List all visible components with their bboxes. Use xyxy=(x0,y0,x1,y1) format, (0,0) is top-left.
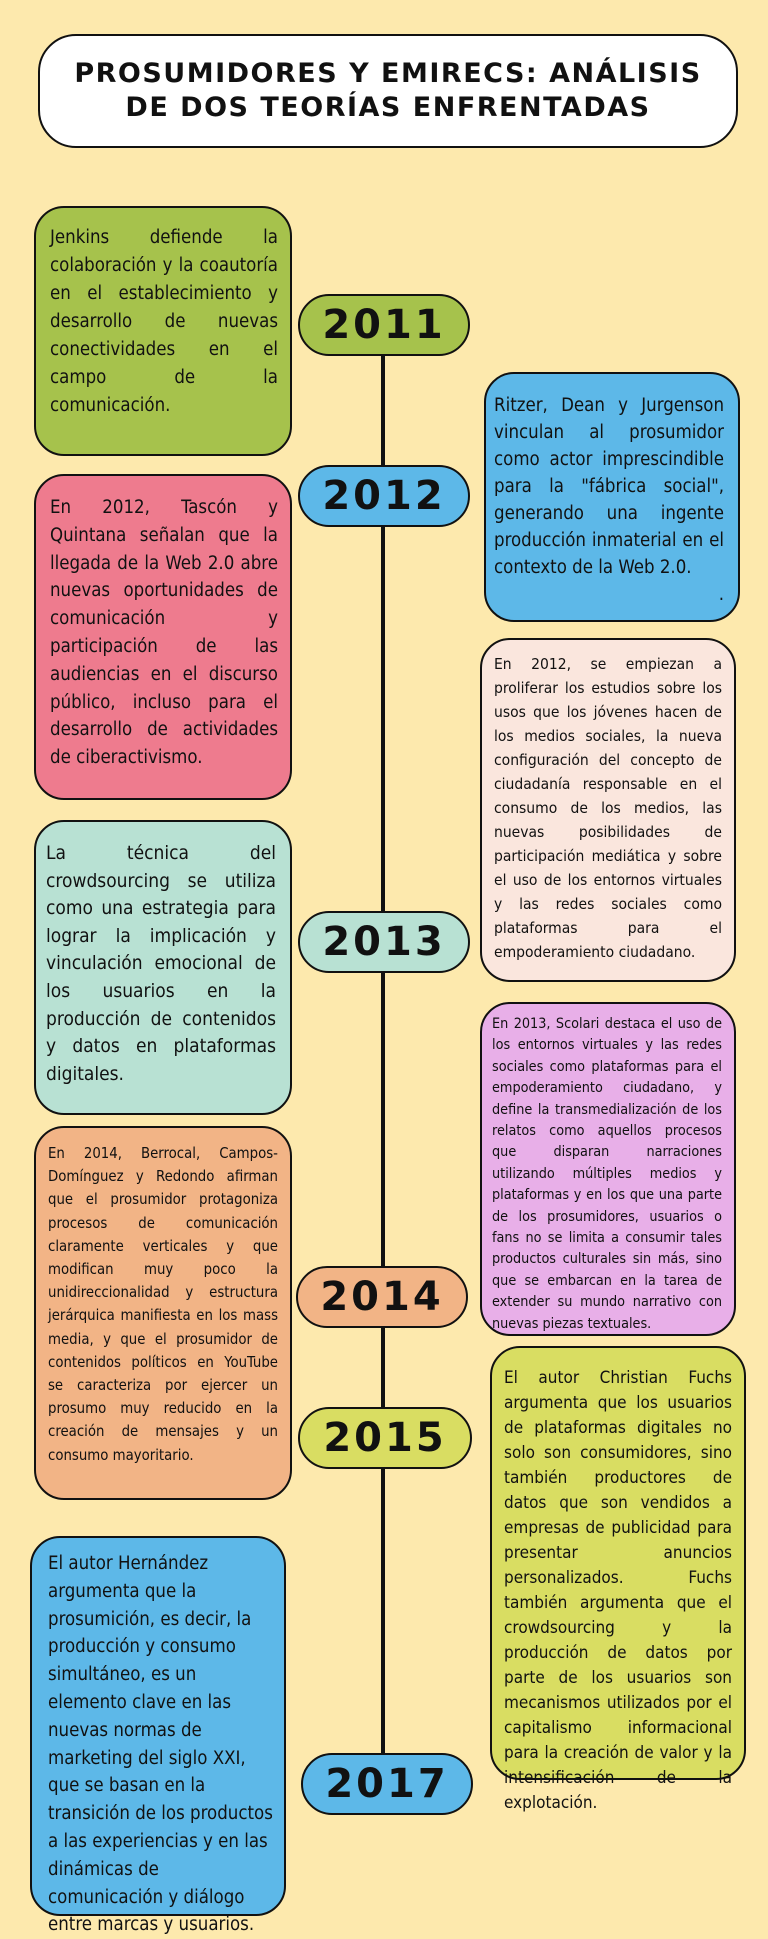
card-text: Jenkins defiende la colaboración y la coautoría en el establecimiento y desarrollo de nuevas conectividades en el campo de la comunicación. xyxy=(50,227,278,416)
card-text: La técnica del crowdsourcing se utiliza como una estrategia para lograr la implicación y vinculación emocional de los usuarios en la producción de contenidos y datos en plataformas digitales. xyxy=(46,842,276,1085)
card-text: En 2014, Berrocal, Campos-Domínguez y Redondo afirman que el prosumidor protagoniza procesos de comunicación claramente verticales y que modifican muy poco la unidireccionalidad y estructura jerárquica manifiesta en los mass media, y que el prosumidor de contenidos políticos en YouTube se caracteriza por ejercer un prosumo muy reducido en la creación de mensajes y un consumo mayoritario. xyxy=(48,1145,278,1464)
year-2012: 2012 xyxy=(298,465,470,527)
card-text: En 2012, Tascón y Quintana señalan que la llegada de la Web 2.0 abre nuevas oportunidades de comunicación y participación de las audiencias en el discurso público, incluso para el desarrollo de actividades de ciberactivismo. xyxy=(50,497,278,769)
card-ritzer-2012 xyxy=(484,372,740,622)
card-scolari-2013 xyxy=(480,1002,736,1336)
card-text: El autor Christian Fuchs argumenta que los usuarios de plataformas digitales no solo son consumidores, sino también productores de datos que son vendidos a empresas de publicidad para presentar anuncios personalizados. Fuchs también argumenta que el crowdsourcing y la producción de datos por parte de los usuarios son mecanismos utilizados por el capitalismo informacional para la creación de valor y la intensificación de la explotación. xyxy=(504,1368,732,1813)
title-box xyxy=(38,34,738,148)
card-text: El autor Hernández argumenta que la prosumición, es decir, la producción y consumo simultáneo, es un elemento clave en las nuevas normas de marketing del siglo XXI, que se basan en la transición de los productos a las experiencias y en las dinámicas de comunicación y diálogo entre marcas y usuarios. xyxy=(48,1553,273,1936)
card-crowdsourcing-2013 xyxy=(34,820,292,1115)
year-2011: 2011 xyxy=(298,294,470,356)
card-jenkins-2011 xyxy=(34,206,292,456)
page-title: PROSUMIDORES Y EMIRECS: ANÁLISIS DE DOS TEORÍAS ENFRENTADAS xyxy=(74,58,702,123)
card-text: En 2012, se empiezan a proliferar los estudios sobre los usos que los jóvenes hacen de los medios sociales, la nueva configuración del concepto de ciudadanía responsable en el consumo de los medios, las nuevas posibilidades de participación mediática y sobre el uso de los entornos virtuales y las redes sociales como plataformas para el empoderamiento ciudadano. xyxy=(494,655,722,961)
year-2017: 2017 xyxy=(301,1753,473,1815)
card-text: Ritzer, Dean y Jurgenson vinculan al prosumidor como actor imprescindible para la "fábrica social", generando una ingente producción inmaterial en el contexto de la Web 2.0. xyxy=(494,395,724,578)
card-fuchs-2015 xyxy=(490,1346,746,1813)
year-2013: 2013 xyxy=(298,911,470,973)
card-estudios-2012 xyxy=(480,638,736,982)
card-berrocal-2014 xyxy=(34,1126,292,1500)
card-text: En 2013, Scolari destaca el uso de los entornos virtuales y las redes sociales como plataformas para el empoderamiento ciudadano, y define la transmedialización de los relatos como aquellos procesos que disparan narraciones utilizando múltiples medios y plataformas y en los que una parte de los prosumidores, usuarios o fans no se limita a consumir tales productos culturales sin más, sino que se embarcan en la tarea de extender su mundo narrativo con nuevas piezas textuales. xyxy=(492,1016,722,1332)
card-tascon-2012 xyxy=(34,474,292,800)
timeline-line xyxy=(381,340,385,1786)
card-hernandez-2017 xyxy=(30,1536,286,1936)
year-2014: 2014 xyxy=(296,1266,468,1328)
year-2015: 2015 xyxy=(298,1407,472,1469)
card-trailing-dot: . xyxy=(718,584,724,605)
